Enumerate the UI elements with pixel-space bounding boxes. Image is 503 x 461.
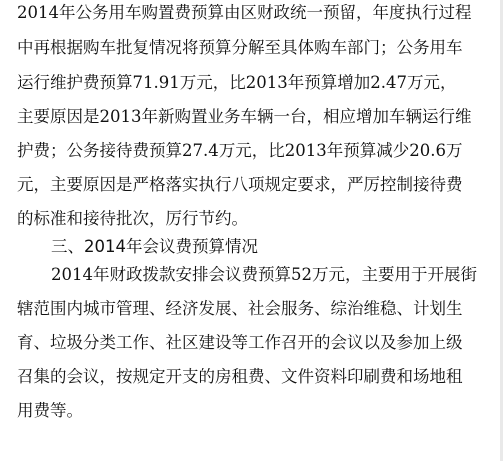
paragraph-1-line-2: 中再根据购车批复情况将预算分解至具体购车部门；公务用车: [17, 38, 463, 57]
paragraph-2-line-2: 辖范围内城市管理、经济发展、社会服务、综治维稳、计划生: [17, 299, 463, 318]
paragraph-2-line-1: 2014年财政拨款安排会议费预算52万元，主要用于开展街: [51, 265, 477, 284]
paragraph-2-line-5: 用费等。: [17, 401, 83, 420]
paragraph-2-line-4: 召集的会议，按规定开支的房租费、文件资料印刷费和场地租: [17, 367, 463, 386]
paragraph-1-line-7: 的标准和接待批次，厉行节约。: [17, 209, 248, 228]
paragraph-1-line-6: 元，主要原因是严格落实执行八项规定要求，严厉控制接待费: [17, 175, 463, 194]
section-heading: 三、2014年会议费预算情况: [51, 237, 258, 256]
paragraph-1-line-3: 运行维护费预算71.91万元，比2013年预算增加2.47万元，: [17, 73, 457, 92]
paragraph-1-line-5: 护费；公务接待费预算27.4万元，比2013年预算减少20.6万: [17, 141, 463, 160]
paragraph-1-line-4: 主要原因是2013年新购置业务车辆一台，相应增加车辆运行维: [17, 107, 472, 126]
paragraph-2-line-3: 育、垃圾分类工作、社区建设等工作召开的会议以及参加上级: [17, 333, 463, 352]
paragraph-1-line-1: 2014年公务用车购置费预算由区财政统一预留，年度执行过程: [17, 3, 472, 22]
